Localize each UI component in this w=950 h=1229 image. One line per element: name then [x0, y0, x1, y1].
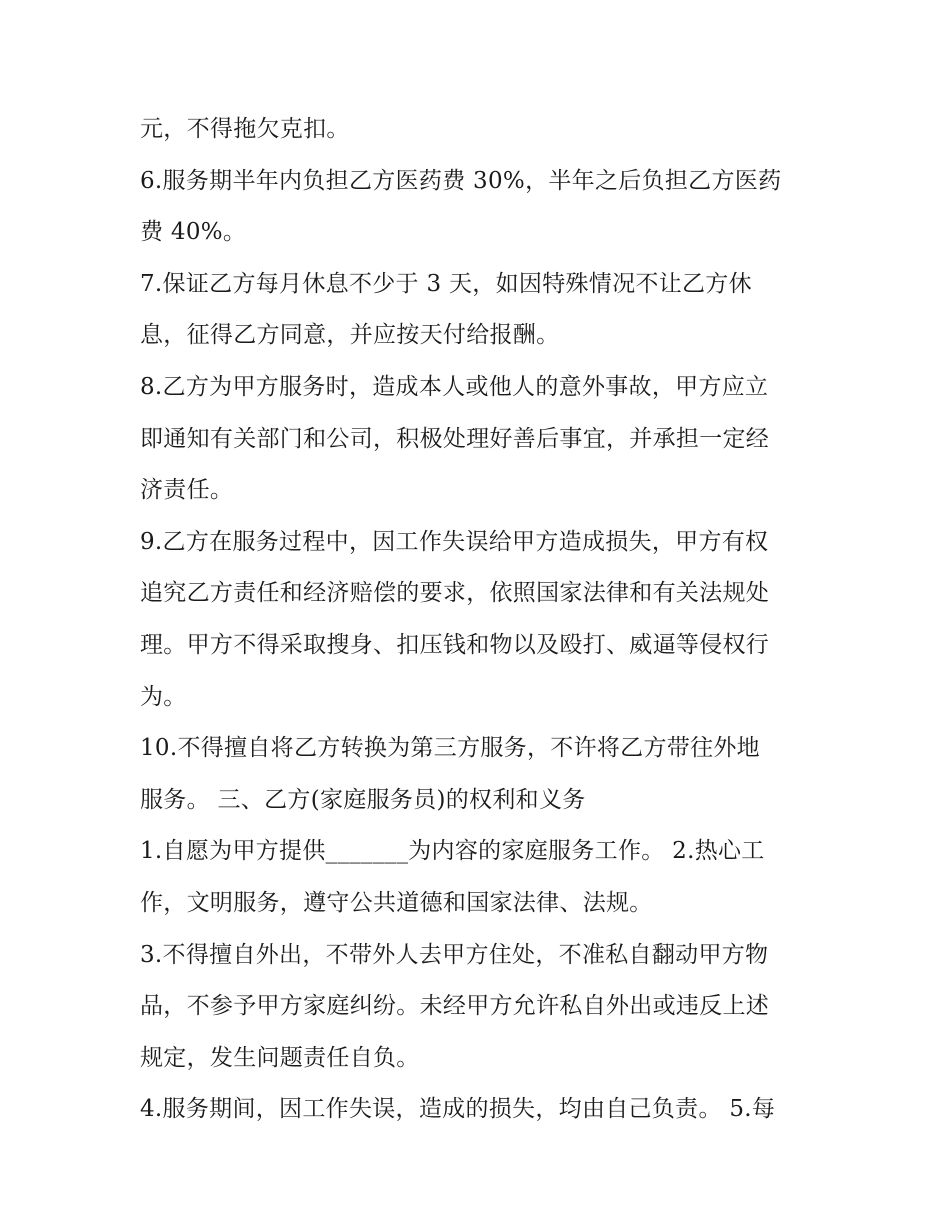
text-line: 元，不得拖欠克扣。 [140, 116, 350, 142]
text-line: 费 40%。 [140, 219, 247, 246]
text-line: 息，征得乙方同意，并应按天付给报酬。 [140, 322, 560, 349]
text-line: 追究乙方责任和经济赔偿的要求，依照国家法律和有关法规处 [140, 580, 770, 607]
text-line: 作，文明服务，遵守公共道德和国家法律、法规。 [140, 889, 653, 916]
text-line: 为。 [140, 683, 187, 710]
text-line: 即通知有关部门和公司，积极处理好善后事宜，并承担一定经 [140, 425, 770, 452]
text-line: 服务。 三、乙方(家庭服务员)的权利和义务 [140, 786, 586, 813]
text-line: 8.乙方为甲方服务时，造成本人或他人的意外事故，甲方应立 [140, 373, 769, 400]
text-line: 4.服务期间，因工作失误，造成的损失，均由自己负责。 5.每 [140, 1096, 776, 1123]
text-line: 6.服务期半年内负担乙方医药费 30%，半年之后负担乙方医药 [140, 167, 782, 194]
text-line: 品，不参予甲方家庭纠纷。未经甲方允许私自外出或违反上述 [140, 993, 770, 1020]
text-line: 10.不得擅自将乙方转换为第三方服务，不许将乙方带往外地 [140, 735, 760, 762]
text-line: 理。甲方不得采取搜身、扣压钱和物以及殴打、威逼等侵权行 [140, 631, 770, 658]
text-line: 规定，发生问题责任自负。 [140, 1044, 420, 1071]
text-line: 济责任。 [140, 477, 234, 504]
text-line: 1.自愿为甲方提供_______为内容的家庭服务工作。 2.热心工 [140, 838, 765, 865]
contract-body-text [140, 104, 820, 1136]
text-line: 7.保证乙方每月休息不少于 3 天，如因特殊情况不让乙方休 [140, 270, 752, 297]
text-line: 9.乙方在服务过程中，因工作失误给甲方造成损失，甲方有权 [140, 528, 769, 555]
text-line: 3.不得擅自外出，不带外人去甲方住处，不准私自翻动甲方物 [140, 941, 769, 968]
